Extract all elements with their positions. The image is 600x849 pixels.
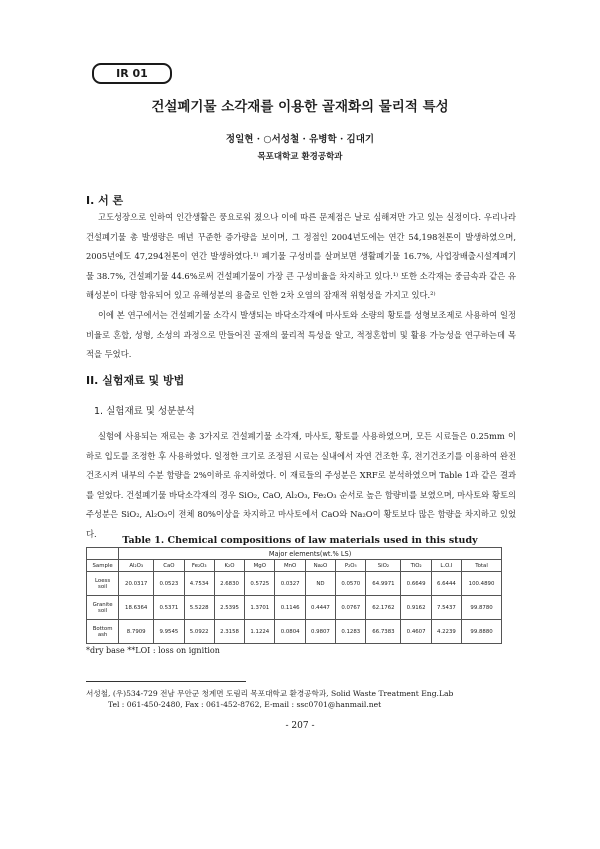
affiliation: 목포대학교 환경공학과 bbox=[257, 152, 343, 162]
table-cell: 0.1146 bbox=[275, 596, 305, 620]
table-cell: 4.2239 bbox=[431, 620, 461, 644]
table-column-header: Na₂O bbox=[305, 560, 335, 572]
table-cell: 0.9162 bbox=[401, 596, 431, 620]
table-column-header: Al₂O₃ bbox=[119, 560, 154, 572]
section2-heading: II. 실험재료 및 방법 bbox=[86, 374, 185, 387]
section2-paragraph: 실험에 사용되는 재료는 총 3가지로 건설폐기물 소각재, 마사토, 황토를 사용하였으며, 모든 시료들은 0.25mm 이하로 입도를 조정한 후 사용하였다. 일정한 크기로 조정된 시료는 실내에서 자연 건조한 후, 전기건조기를 이용하여 완전 건조시켜 내부의 수분 함량을 2%이하로 유지하였다. 이 재료들의 주성분은 XRF로 분석하였으며 Table 1과 같은 결과를 얻었다. 건설폐기물 바닥소각재의 경우 SiO₂, CaO, Al₂O₃, Fe₂O₃ 순서로 높은 함량비를 보였으며, 마사토와 황토의 주성분은 SiO₂, Al₂O₃이 전체 80%이상을 차지하고 마사토에서 CaO와 Na₂O이 황토보다 많은 함량을 차지하고 있었다. bbox=[86, 431, 516, 539]
table-column-header: L.O.I bbox=[431, 560, 461, 572]
table-cell: 5.0922 bbox=[184, 620, 214, 644]
table-cell: 1.3701 bbox=[245, 596, 275, 620]
table-corner-cell bbox=[87, 548, 119, 560]
table-cell: 0.1283 bbox=[336, 620, 366, 644]
table-column-header: Total bbox=[462, 560, 502, 572]
section2-subheading: 1. 실험재료 및 성분분석 bbox=[94, 406, 195, 417]
table-cell: 0.0767 bbox=[336, 596, 366, 620]
table-cell: 2.5395 bbox=[214, 596, 244, 620]
table-row bbox=[87, 572, 502, 596]
table-cell: 0.0327 bbox=[275, 572, 305, 596]
table-cell: 99.8880 bbox=[462, 620, 502, 644]
contact-phone-email: Tel : 061-450-2480, Fax : 061-452-8762, E-mail : ssc0701@hanmail.net bbox=[108, 700, 382, 709]
table-cell: 0.4447 bbox=[305, 596, 335, 620]
table-cell: 6.6444 bbox=[431, 572, 461, 596]
contact-info bbox=[86, 688, 453, 710]
row-label: Loess soil bbox=[87, 572, 119, 596]
table-cell: 2.3158 bbox=[214, 620, 244, 644]
table-cell: ND bbox=[305, 572, 335, 596]
table-cell: 0.6649 bbox=[401, 572, 431, 596]
row-label: Bottom ash bbox=[87, 620, 119, 644]
session-tag: IR 01 bbox=[92, 63, 172, 84]
table-cell: 62.1762 bbox=[366, 596, 401, 620]
table-group-header: Major elements(wt.% LS) bbox=[119, 548, 502, 560]
table-cell: 18.6364 bbox=[119, 596, 154, 620]
table-footnote: *dry base **LOI : loss on ignition bbox=[86, 646, 220, 655]
table-cell: 0.5725 bbox=[245, 572, 275, 596]
authors: 정일현 · ○서성철 · 유병학 · 김대기 bbox=[225, 134, 375, 145]
table-cell: 64.9971 bbox=[366, 572, 401, 596]
table-row bbox=[87, 620, 502, 644]
table-cell: 0.0804 bbox=[275, 620, 305, 644]
table-cell: 99.8780 bbox=[462, 596, 502, 620]
table-cell: 0.4607 bbox=[401, 620, 431, 644]
section1-paragraph-2: 이에 본 연구에서는 건설폐기물 소각시 발생되는 바닥소각재에 마사토와 소량의 황토를 성형보조제로 사용하여 일정비율로 혼합, 성형, 소성의 과정으로 만들어진 골재의 물리적 특성을 알고, 적정혼합비 및 활용 가능성을 연구하는데 목적을 두었다. bbox=[86, 309, 516, 360]
table-cell: 20.0317 bbox=[119, 572, 154, 596]
table-caption: Table 1. Chemical compositions of law materials used in this study bbox=[122, 535, 478, 546]
table-cell: 0.9807 bbox=[305, 620, 335, 644]
footnote-divider bbox=[86, 681, 246, 682]
table-sample-header: Sample bbox=[87, 560, 119, 572]
chemical-composition-table bbox=[86, 547, 502, 644]
contact-address: 서성철, (우)534-729 전남 무안군 청계면 도림리 목포대학교 환경공학과, Solid Waste Treatment Eng.Lab bbox=[86, 689, 454, 698]
table-column-header: TiO₂ bbox=[401, 560, 431, 572]
table-cell: 66.7383 bbox=[366, 620, 401, 644]
table-cell: 1.1224 bbox=[245, 620, 275, 644]
table-column-header: MnO bbox=[275, 560, 305, 572]
table-cell: 9.9545 bbox=[154, 620, 184, 644]
table-column-header: CaO bbox=[154, 560, 184, 572]
section1-heading: I. 서 론 bbox=[86, 194, 124, 207]
table-column-header: SiO₂ bbox=[366, 560, 401, 572]
table-cell: 5.5228 bbox=[184, 596, 214, 620]
row-label: Granite soil bbox=[87, 596, 119, 620]
table-cell: 7.5437 bbox=[431, 596, 461, 620]
table-cell: 4.7534 bbox=[184, 572, 214, 596]
page-number: - 207 - bbox=[285, 721, 315, 731]
table-cell: 0.5371 bbox=[154, 596, 184, 620]
table-row bbox=[87, 596, 502, 620]
section2-body bbox=[86, 427, 516, 545]
section1-body bbox=[86, 208, 516, 365]
paper-title: 건설폐기물 소각재를 이용한 골재화의 물리적 특성 bbox=[151, 99, 449, 115]
table-column-header: MgO bbox=[245, 560, 275, 572]
table-column-header: Fe₂O₃ bbox=[184, 560, 214, 572]
table-cell: 100.4890 bbox=[462, 572, 502, 596]
table-column-header: K₂O bbox=[214, 560, 244, 572]
table-column-header: P₂O₅ bbox=[336, 560, 366, 572]
table-cell: 8.7909 bbox=[119, 620, 154, 644]
table-cell: 0.0570 bbox=[336, 572, 366, 596]
table-cell: 0.0523 bbox=[154, 572, 184, 596]
table-cell: 2.6830 bbox=[214, 572, 244, 596]
section1-paragraph-1: 고도성장으로 인하여 인간생활은 풍요로워 졌으나 이에 따른 문제점은 날로 심해져만 가고 있는 실정이다. 우리나라 건설폐기물 총 발생량은 매년 꾸준한 증가량을 보이며, 그 정점인 2004년도에는 연간 54,198천톤이 발생하였으며, 2005년에도 47,294천톤이 연간 발생하였다.¹⁾ 폐기물 구성비를 살펴보면 생활폐기물 16.7%, 사업장배출시설계폐기물 38.7%, 건설폐기물 44.6%로써 건설폐기물이 가장 큰 구성비율을 차지하고 있다.¹⁾ 또한 소각재는 중금속과 같은 유해성분이 다량 함유되어 있고 유해성분의 용출로 인한 2차 오염의 잠재적 위험성을 가지고 있다.²⁾ bbox=[86, 212, 516, 301]
